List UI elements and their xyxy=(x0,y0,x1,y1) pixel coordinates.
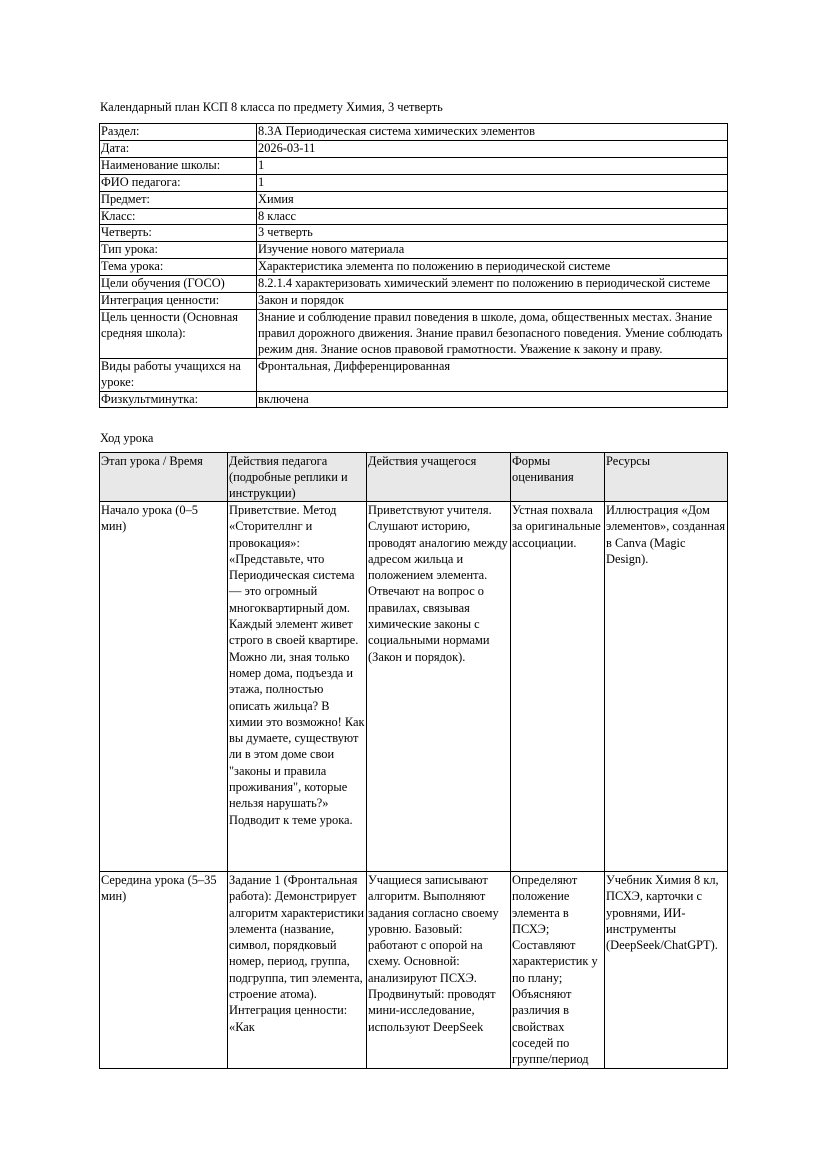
info-label: Тип урока: xyxy=(100,242,257,259)
lesson-row-start xyxy=(100,502,728,872)
info-label: Раздел: xyxy=(100,124,257,141)
info-label: Четверть: xyxy=(100,225,257,242)
stage-cell: Начало урока (0–5 мин) xyxy=(100,502,228,872)
info-row-section xyxy=(100,124,728,141)
column-header-assessment: Формы оценивания xyxy=(511,453,605,502)
resources-cell: Иллюстрация «Дом элементов», созданная в Canva (Magic Design). xyxy=(605,502,728,872)
student-actions-cell: Учащиеся записывают алгоритм. Выполняют задания согласно своему уровню. Базовый: работают с опорой на схему. Основной: анализируют ПСХЭ. Продвинутый: проводят мини-исследование, используют DeepSeek xyxy=(367,872,511,1069)
lesson-row-middle xyxy=(100,872,728,1069)
info-row-date xyxy=(100,140,728,157)
info-value: Химия xyxy=(257,191,728,208)
info-label: Виды работы учащихся на уроке: xyxy=(100,358,257,391)
info-row-topic xyxy=(100,259,728,276)
info-row-learning-goals xyxy=(100,276,728,293)
info-row-value-integration xyxy=(100,293,728,310)
info-label: Тема урока: xyxy=(100,259,257,276)
lesson-header-row xyxy=(100,453,728,502)
info-label: ФИО педагога: xyxy=(100,174,257,191)
info-value: Знание и соблюдение правил поведения в школе, дома, общественных местах. Знание правил дорожного движения. Знание правил безопасного поведения. Умение соблюдать режим дня. Знание основ правовой грамотности. Уважение к закону и праву. xyxy=(257,309,728,358)
info-value: 8 класс xyxy=(257,208,728,225)
info-value: 8.2.1.4 характеризовать химический элемент по положению в периодической системе xyxy=(257,276,728,293)
info-row-class xyxy=(100,208,728,225)
assessment-cell: Устная похвала за оригинальные ассоциации. xyxy=(511,502,605,872)
info-value: 1 xyxy=(257,174,728,191)
teacher-actions-cell: Задание 1 (Фронтальная работа): Демонстрирует алгоритм характеристики элемента (название, символ, порядковый номер, период, группа, подгруппа, тип элемента, строение атома). Интеграция ценности: «Как xyxy=(228,872,367,1069)
info-label: Наименование школы: xyxy=(100,157,257,174)
assessment-cell: Определяют положение элемента в ПСХЭ; Составляют характеристик у по плану; Объясняют различия в свойствах соседей по группе/период xyxy=(511,872,605,1069)
column-header-stage: Этап урока / Время xyxy=(100,453,228,502)
info-value: Закон и порядок xyxy=(257,293,728,310)
column-header-resources: Ресурсы xyxy=(605,453,728,502)
info-row-teacher xyxy=(100,174,728,191)
column-header-student-actions: Действия учащегося xyxy=(367,453,511,502)
info-label: Предмет: xyxy=(100,191,257,208)
info-value: 8.3А Периодическая система химических элементов xyxy=(257,124,728,141)
lesson-progress-table xyxy=(99,452,728,1069)
stage-cell: Середина урока (5–35 мин) xyxy=(100,872,228,1069)
resources-cell: Учебник Химия 8 кл, ПСХЭ, карточки с уровнями, ИИ-инструменты (DeepSeek/ChatGPT). xyxy=(605,872,728,1069)
info-value: 1 xyxy=(257,157,728,174)
lesson-info-table xyxy=(99,123,728,408)
info-label: Класс: xyxy=(100,208,257,225)
document-title: Календарный план КСП 8 класса по предмету Химия, 3 четверть xyxy=(100,100,443,114)
info-row-school xyxy=(100,157,728,174)
info-label: Физкультминутка: xyxy=(100,391,257,408)
info-value: Фронтальная, Дифференцированная xyxy=(257,358,728,391)
lesson-progress-heading: Ход урока xyxy=(100,431,154,445)
info-label: Интеграция ценности: xyxy=(100,293,257,310)
column-header-teacher-actions: Действия педагога (подробные реплики и инструкции) xyxy=(228,453,367,502)
info-row-value-goal xyxy=(100,309,728,358)
teacher-actions-cell: Приветствие. Метод «Сторителлнг и провокация»: «Представьте, что Периодическая система — это огромный многоквартирный дом. Каждый элемент живет строго в своей квартире. Можно ли, зная только номер дома, подъезда и этажа, полностью описать жильца? В химии это возможно! Как вы думаете, существуют ли в этом доме свои "законы и правила проживания", которые нельзя нарушать?» Подводит к теме урока. xyxy=(228,502,367,872)
info-value: Изучение нового материала xyxy=(257,242,728,259)
info-label: Цели обучения (ГОСО) xyxy=(100,276,257,293)
info-label: Цель ценности (Основная средняя школа): xyxy=(100,309,257,358)
info-row-work-types xyxy=(100,358,728,391)
info-row-quarter xyxy=(100,225,728,242)
info-row-subject xyxy=(100,191,728,208)
info-value: Характеристика элемента по положению в периодической системе xyxy=(257,259,728,276)
student-actions-cell: Приветствуют учителя. Слушают историю, проводят аналогию между адресом жильца и положением элемента. Отвечают на вопрос о правилах, связывая химические законы с социальными нормами (Закон и порядок). xyxy=(367,502,511,872)
info-value: 3 четверть xyxy=(257,225,728,242)
info-label: Дата: xyxy=(100,140,257,157)
info-row-lesson-type xyxy=(100,242,728,259)
info-value: включена xyxy=(257,391,728,408)
info-row-physical-break xyxy=(100,391,728,408)
info-value: 2026-03-11 xyxy=(257,140,728,157)
